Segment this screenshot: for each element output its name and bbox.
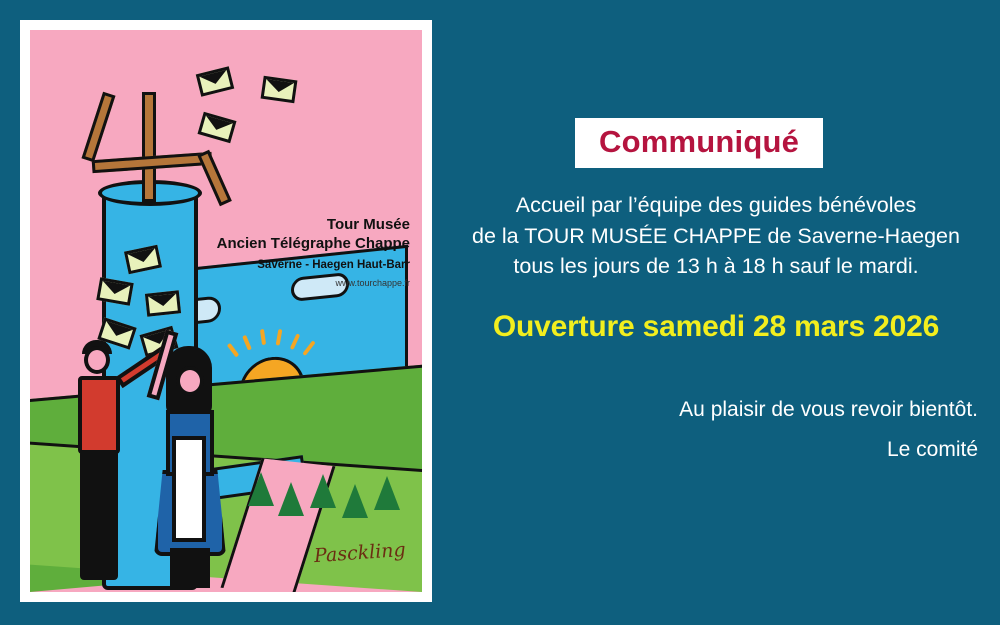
tree-icon (374, 476, 400, 510)
announcement-panel (455, 0, 1000, 625)
announcement-body-line: Accueil par l’équipe des guides bénévoles (515, 193, 917, 217)
sun-ray-icon (302, 340, 315, 356)
poster-text-block (200, 216, 410, 289)
tree-icon (248, 472, 274, 506)
man-head-shape (84, 346, 110, 374)
announcement-closing (478, 390, 978, 470)
announcement-body-line: tous les jours de 13 h à 18 h sauf le mardi. (513, 254, 919, 279)
poster-frame (20, 20, 432, 602)
semaphore-arm-left (82, 92, 116, 163)
announcement-body (455, 190, 977, 282)
semaphore-mast (142, 92, 156, 202)
envelope-icon (196, 66, 235, 97)
sun-ray-icon (227, 343, 239, 358)
sun-ray-icon (260, 329, 266, 346)
sun-ray-icon (276, 329, 283, 345)
opening-date-highlight: Ouverture samedi 28 mars 2026 (492, 310, 940, 343)
poster-title-line1: Tour Musée (326, 216, 410, 233)
girl-apron-shape (172, 436, 206, 542)
poster-website: www.tourchappe.fr (335, 277, 410, 288)
tree-icon (278, 482, 304, 516)
announcement-title-box (575, 118, 823, 168)
sun-ray-icon (290, 333, 301, 349)
semaphore-arm-right (197, 150, 232, 206)
closing-signature: Le comité (886, 437, 978, 461)
closing-line: Au plaisir de vous revoir bientôt. (679, 398, 978, 421)
poster-title-line2: Ancien Télégraphe Chappe (216, 234, 410, 252)
poster-image (30, 30, 422, 592)
artist-signature: Pasckling (313, 538, 407, 568)
announcement-title: Communiqué (599, 124, 800, 159)
girl-legs-shape (170, 548, 210, 588)
man-legs-shape (80, 450, 118, 580)
man-body-shape (78, 376, 120, 454)
poster-locations: Saverne - Haegen Haut-Barr (257, 258, 410, 271)
envelope-icon (197, 112, 236, 143)
girl-face-shape (176, 366, 204, 396)
envelope-icon (261, 76, 298, 104)
announcement-body-line: de la TOUR MUSÉE CHAPPE de Saverne-Haegen (472, 223, 960, 248)
sun-ray-icon (242, 335, 252, 351)
tree-icon (342, 484, 368, 518)
envelope-icon (145, 290, 181, 316)
tree-icon (310, 474, 336, 508)
